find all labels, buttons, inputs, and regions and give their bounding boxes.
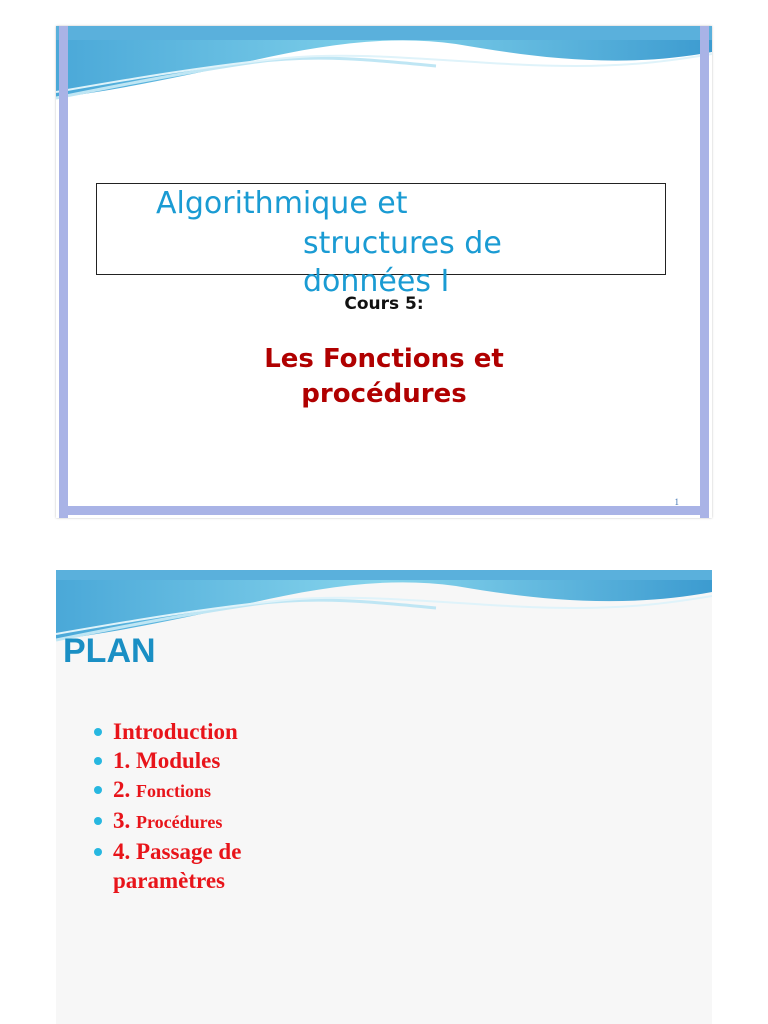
frame-right [700,26,709,518]
slide-subtitle [56,342,712,412]
bullet-dot-icon [94,728,102,736]
wave-decoration [56,26,712,106]
subtitle-line-1: Les Fonctions et [264,344,504,374]
item-number: 3. [113,808,136,833]
title-line-3: données I [303,264,450,299]
title-line-2: structures de [303,226,502,261]
plan-title: PLAN [63,632,156,670]
slide-2 [56,570,712,1024]
item-text: Introduction [113,719,238,744]
list-item [92,837,241,895]
subtitle-line-2: procédures [301,379,467,409]
item-text-continued: paramètres [113,868,225,893]
list-item [92,717,241,746]
list-item [92,806,241,837]
title-line-1: Algorithmique et [156,186,408,221]
frame-left [59,26,68,518]
item-text: 4. Passage de [113,839,242,864]
bullet-dot-icon [94,757,102,765]
item-text: Procédures [136,812,223,832]
plan-list [92,717,241,895]
list-item [92,775,241,806]
bullet-dot-icon [94,817,102,825]
item-text: 1. Modules [113,748,221,773]
item-text: Fonctions [136,781,212,801]
course-label: Cours 5: [344,294,424,314]
list-item [92,746,241,775]
frame-bottom [59,506,709,515]
item-number: 2. [113,777,136,802]
bullet-dot-icon [94,848,102,856]
page-number: 1 [674,497,679,507]
bullet-dot-icon [94,786,102,794]
slide-1 [56,26,712,518]
